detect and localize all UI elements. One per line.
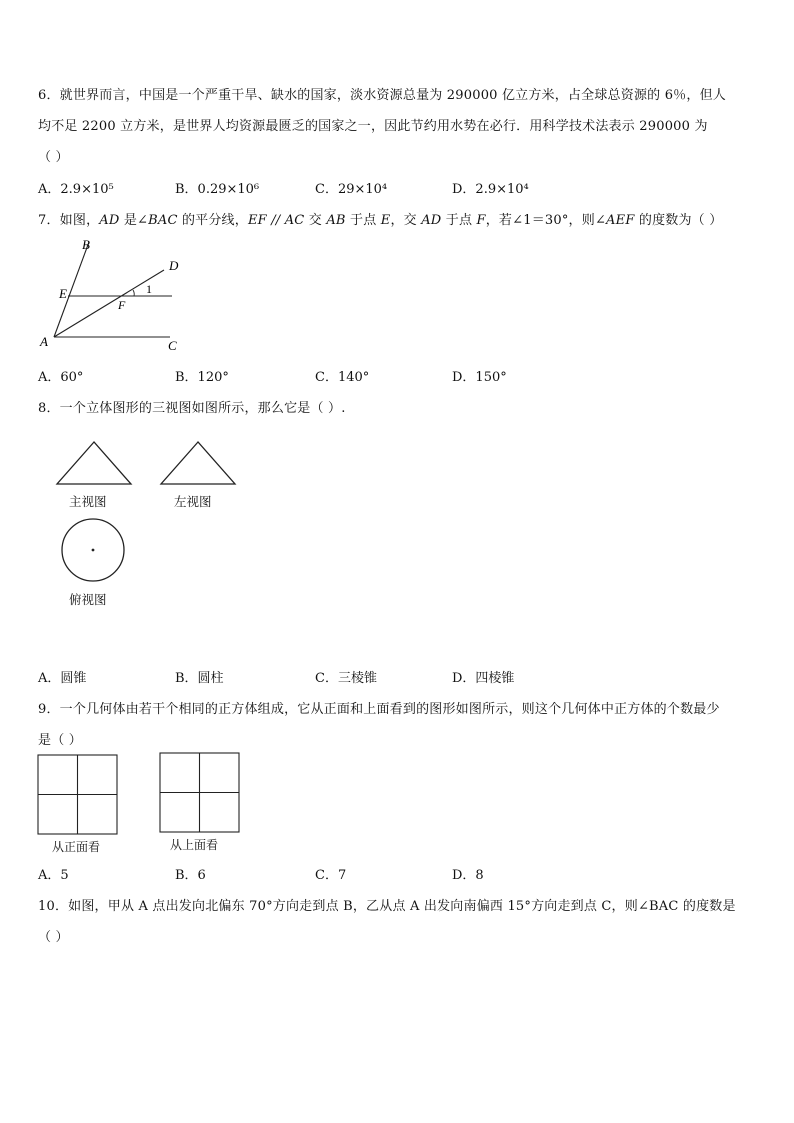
q8-front-view-label: 主视图 <box>69 494 107 509</box>
q7-text: F <box>476 213 486 228</box>
q10-answer-blank: （ ） <box>38 930 69 945</box>
q7-text: // <box>266 213 285 228</box>
q6-option-b: B．0.29×10⁶ <box>175 182 260 197</box>
label-d: D <box>169 258 179 273</box>
q7-text: AC <box>284 213 305 228</box>
q9-front-view-grid <box>37 754 119 836</box>
q7-text: AD <box>99 213 120 228</box>
q6-option-d: D．2.9×10⁴ <box>452 182 529 197</box>
q7-text: AB <box>326 213 346 228</box>
q7-text: BAC <box>148 213 178 228</box>
q8-option-d: D．四棱锥 <box>452 671 515 686</box>
q7-text: 是∠ <box>119 213 149 228</box>
q7-text: 于点 <box>441 213 477 228</box>
q8-option-a: A．圆锥 <box>38 671 87 686</box>
q7-text: 7．如图， <box>38 213 100 228</box>
q8-left-view <box>158 440 238 488</box>
q7-text: ，若∠1＝30°，则∠ <box>485 213 607 228</box>
q9-top-view-caption: 从上面看 <box>170 838 219 852</box>
q9-stem-line1: 9．一个几何体由若干个相同的正方体组成，它从正面和上面看到的图形如图所示，则这个几何体中正方体的个数最少 <box>38 702 720 717</box>
label-f: F <box>118 298 126 312</box>
q7-text: AEF <box>606 213 635 228</box>
q8-top-view <box>58 516 128 586</box>
q7-text: 交 <box>304 213 327 228</box>
q9-front-view-caption: 从正面看 <box>52 840 101 854</box>
q7-option-a: A．60° <box>38 370 84 385</box>
q9-stem-line2: 是（ ） <box>38 733 82 748</box>
q7-text: ，交 <box>390 213 422 228</box>
q9-option-a: A．5 <box>38 868 69 883</box>
q7-text: 的度数为（ ） <box>634 213 723 228</box>
q6-stem-line2: 均不足 2200 立方米，是世界人均资源最匮乏的国家之一，因此节约用水势在必行．用科学技术法表示 290000 为 <box>38 119 708 134</box>
q7-option-b: B．120° <box>175 370 229 385</box>
q8-left-view-label: 左视图 <box>174 494 212 509</box>
q9-option-d: D．8 <box>452 868 484 883</box>
label-b: B <box>82 237 90 252</box>
q8-top-view-label: 俯视图 <box>69 592 107 607</box>
label-c: C <box>168 338 177 353</box>
angle-1-arc <box>133 290 134 296</box>
q6-answer-blank: （ ） <box>38 150 69 165</box>
q8-option-c: C．三棱锥 <box>315 671 377 686</box>
q6-option-a: A．2.9×10⁵ <box>38 182 114 197</box>
label-angle-1: 1 <box>146 282 152 296</box>
ray-ad <box>54 270 164 337</box>
q7-text: E <box>380 213 391 228</box>
q8-front-view <box>54 440 134 488</box>
q7-text: 于点 <box>345 213 381 228</box>
q7-option-c: C．140° <box>315 370 370 385</box>
q7-text: EF <box>247 213 267 228</box>
q6-stem-line1: 6．就世界而言，中国是一个严重干旱、缺水的国家，淡水资源总量为 290000 亿立方米，占全球总资源的 6％，但人 <box>38 88 726 103</box>
q7-option-d: D．150° <box>452 370 507 385</box>
label-a: A <box>40 334 48 349</box>
q7-figure <box>36 232 196 356</box>
q6-option-c: C．29×10⁴ <box>315 182 388 197</box>
label-e: E <box>59 286 67 301</box>
q7-text: AD <box>421 213 442 228</box>
q8-option-b: B．圆柱 <box>175 671 224 686</box>
q7-stem <box>38 209 722 228</box>
q10-stem-line1: 10．如图，甲从 A 点出发向北偏东 70°方向走到点 B，乙从点 A 出发向南偏西 15°方向走到点 C，则∠BAC 的度数是 <box>38 899 736 914</box>
q9-option-c: C．7 <box>315 868 347 883</box>
q7-text: 的平分线， <box>177 213 248 228</box>
q8-stem: 8．一个立体图形的三视图如图所示，那么它是（ ）. <box>38 401 346 416</box>
q9-top-view-grid <box>159 752 241 834</box>
q9-option-b: B．6 <box>175 868 206 883</box>
